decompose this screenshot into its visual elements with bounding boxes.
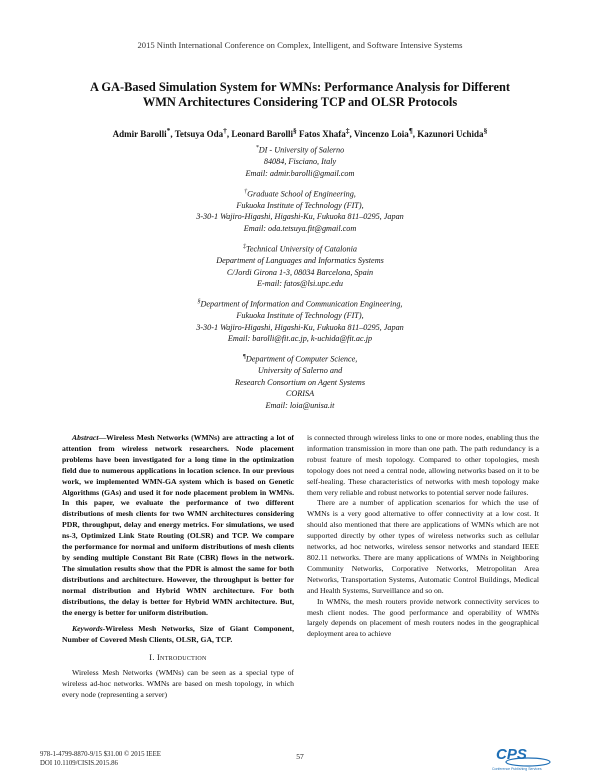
author-5: Vincenzo Loia xyxy=(353,129,409,139)
affiliation-line: 3-30-1 Wajiro-Higashi, Higashi-Ku, Fukuoka 811–0295, Japan xyxy=(196,212,404,222)
affiliation-line: Research Consortium on Agent Systems xyxy=(234,377,366,387)
affiliation-4 xyxy=(60,297,540,345)
affiliation-line: 84084, Fisciano, Italy xyxy=(263,157,337,167)
intro-paragraph-2: There are a number of application scenarios for which the use of WMNs is a very good alternative to offer connectivity at a low cost. It should also mentioned that there are applications of WMNs which are not supported directly by other types of wireless networks such as cellular networks, ad hoc networks, wireless sensor networks and standard IEEE 802.11 networks. There are many applications of WMNs in Neighboring Community Networks, Corporative Networks, Metropolitan Area Networks, Transportation Systems, Automatic Control Buildings, Medical and Health Systems, Surveillance and so on. xyxy=(307,498,539,595)
affiliation-5 xyxy=(60,352,540,412)
affiliation-email: Email: barolli@fit.ac.jp, k-uchida@fit.ac.jp xyxy=(227,334,373,344)
affiliations xyxy=(60,143,540,419)
author-3-mark: § xyxy=(292,126,297,135)
affiliation-line: Fukuoka Institute of Technology (FIT), xyxy=(236,311,364,321)
affiliation-line: DI - University of Salerno xyxy=(258,145,345,155)
cps-logo-text: CPS xyxy=(496,746,527,763)
footer-doi: DOI 10.1109/CISIS.2015.86 xyxy=(40,760,118,767)
abstract-text: —Wireless Mesh Networks (WMNs) are attracting a lot of attention from wireless network researchers. Node placement problems have been investigated for a long time in the optimization field due to numerous applications in location science. In our previous work, we implemented WMN-GA system which is based on Genetic Algorithms (GAs) and used it for node placement problem in WMNs. In this paper, we evaluate the performance of two different distributions of mesh clients for two WMN architectures considering PDR, throughput, delay and energy metrics. For simulations, we used ns-3, Optimized Link State Routing (OLSR) and TCP. We compare the performance for normal and uniform distributions of mesh clients by sending multiple Constant Bit Rate (CBR) flows in the network. The simulation results show that the PDR is almost the same for both distributions and architecture. However, the throughput is better for normal distribution and Hybrid WMN architecture. For both distributions, the delay is better for Hybrid WMN architecture. But, the energy is better for uniform distribution. xyxy=(62,433,294,617)
affiliation-email: Email: loia@unisa.it xyxy=(265,400,335,410)
author-5-mark: ¶ xyxy=(408,126,413,135)
author-list: Admir Barolli*, Tetsuya Oda†, Leonard Barolli§ Fatos Xhafa‡, Vincenzo Loia¶, Kazunori Uchida§ xyxy=(112,126,488,139)
author-4-mark: ‡ xyxy=(345,126,350,135)
author-2-mark: † xyxy=(223,126,227,135)
conference-header: 2015 Ninth International Conference on Complex, Intelligent, and Software Intensive Systems xyxy=(137,40,463,50)
right-column xyxy=(307,433,539,640)
affiliation-2 xyxy=(60,187,540,235)
affiliation-email: Email: oda.tetsuya.fit@gmail.com xyxy=(243,224,357,234)
author-1-mark: * xyxy=(166,126,171,135)
affiliation-3 xyxy=(60,242,540,290)
affiliation-line: Graduate School of Engineering, xyxy=(247,189,356,199)
author-2: Tetsuya Oda xyxy=(174,129,224,139)
affiliation-5-mark: ¶ xyxy=(242,353,246,360)
affiliation-email: Email: admir.barolli@gmail.com xyxy=(245,168,355,178)
affiliation-4-mark: § xyxy=(197,298,201,305)
author-6: Kazunori Uchida xyxy=(417,129,484,139)
intro-paragraph-3: In WMNs, the mesh routers provide network connectivity services to mesh client nodes. The good performance and operability of WMNs largely depends on placement of mesh routers nodes in the geographical deployment area to achieve xyxy=(307,596,539,639)
abstract xyxy=(62,433,294,618)
keywords-label: Keywords xyxy=(72,624,103,634)
section-number: I. xyxy=(149,653,155,663)
title-line-1: A GA-Based Simulation System for WMNs: Performance Analysis for Different xyxy=(90,80,510,94)
affiliation-line: Department of Information and Communication Engineering, xyxy=(200,299,403,309)
keywords-text: -Wireless Mesh Networks, Size of Giant Component, Number of Covered Mesh Clients, OLSR, GA, TCP. xyxy=(62,624,294,645)
affiliation-1-mark: * xyxy=(255,145,259,151)
affiliation-2-mark: † xyxy=(244,188,248,195)
affiliation-line: Fukuoka Institute of Technology (FIT), xyxy=(236,200,364,210)
title-line-2: WMN Architectures Considering TCP and OLSR Protocols xyxy=(142,95,458,109)
author-4: Fatos Xhafa xyxy=(298,129,346,139)
section-heading xyxy=(62,653,294,664)
footer-isbn: 978-1-4799-8870-9/15 $31.00 © 2015 IEEE xyxy=(40,751,161,758)
page-number: 57 xyxy=(296,752,304,761)
author-3: Leonard Barolli xyxy=(231,129,293,139)
author-6-mark: § xyxy=(483,126,488,135)
cps-logo xyxy=(488,743,558,773)
affiliation-line: Department of Computer Science, xyxy=(245,354,358,364)
keywords xyxy=(62,624,294,646)
affiliation-1 xyxy=(60,143,540,180)
left-column xyxy=(62,433,294,701)
affiliation-line: University of Salerno and xyxy=(257,366,343,376)
intro-paragraph-cont: is connected through wireless links to one or more nodes, enabling thus the information transmission in more than one path. The path redundancy is a robust feature of mesh topology. Compared to other topologies, mesh topology does not need a central node, allowing networks based on it to be self-healing. These characteristics of networks with mesh topology make them very reliable and robust networks to potential server node failures. xyxy=(307,433,539,497)
author-1: Admir Barolli xyxy=(112,129,167,139)
affiliation-email: E-mail: fatos@lsi.upc.edu xyxy=(257,279,343,289)
affiliation-3-mark: ‡ xyxy=(243,243,247,250)
cps-logo-graphic xyxy=(488,743,558,773)
affiliation-line: Department of Languages and Informatics Systems xyxy=(216,255,384,265)
affiliation-line: Technical University of Catalonia xyxy=(246,244,357,254)
affiliation-line: C/Jordi Girona 1-3, 08034 Barcelona, Spain xyxy=(226,267,374,277)
paper-title xyxy=(30,80,570,110)
abstract-label: Abstract xyxy=(72,433,99,442)
affiliation-line: 3-30-1 Wajiro-Higashi, Higashi-Ku, Fukuoka 811–0295, Japan xyxy=(196,322,404,332)
intro-paragraph-1: Wireless Mesh Networks (WMNs) can be seen as a special type of wireless ad-hoc networks. WMNs are based on mesh topology, in which every node (representing a server) xyxy=(62,668,294,699)
affiliation-line: CORISA xyxy=(285,389,315,399)
section-title: Introduction xyxy=(157,653,207,663)
cps-logo-subtitle: Conference Publishing Services xyxy=(492,767,542,771)
